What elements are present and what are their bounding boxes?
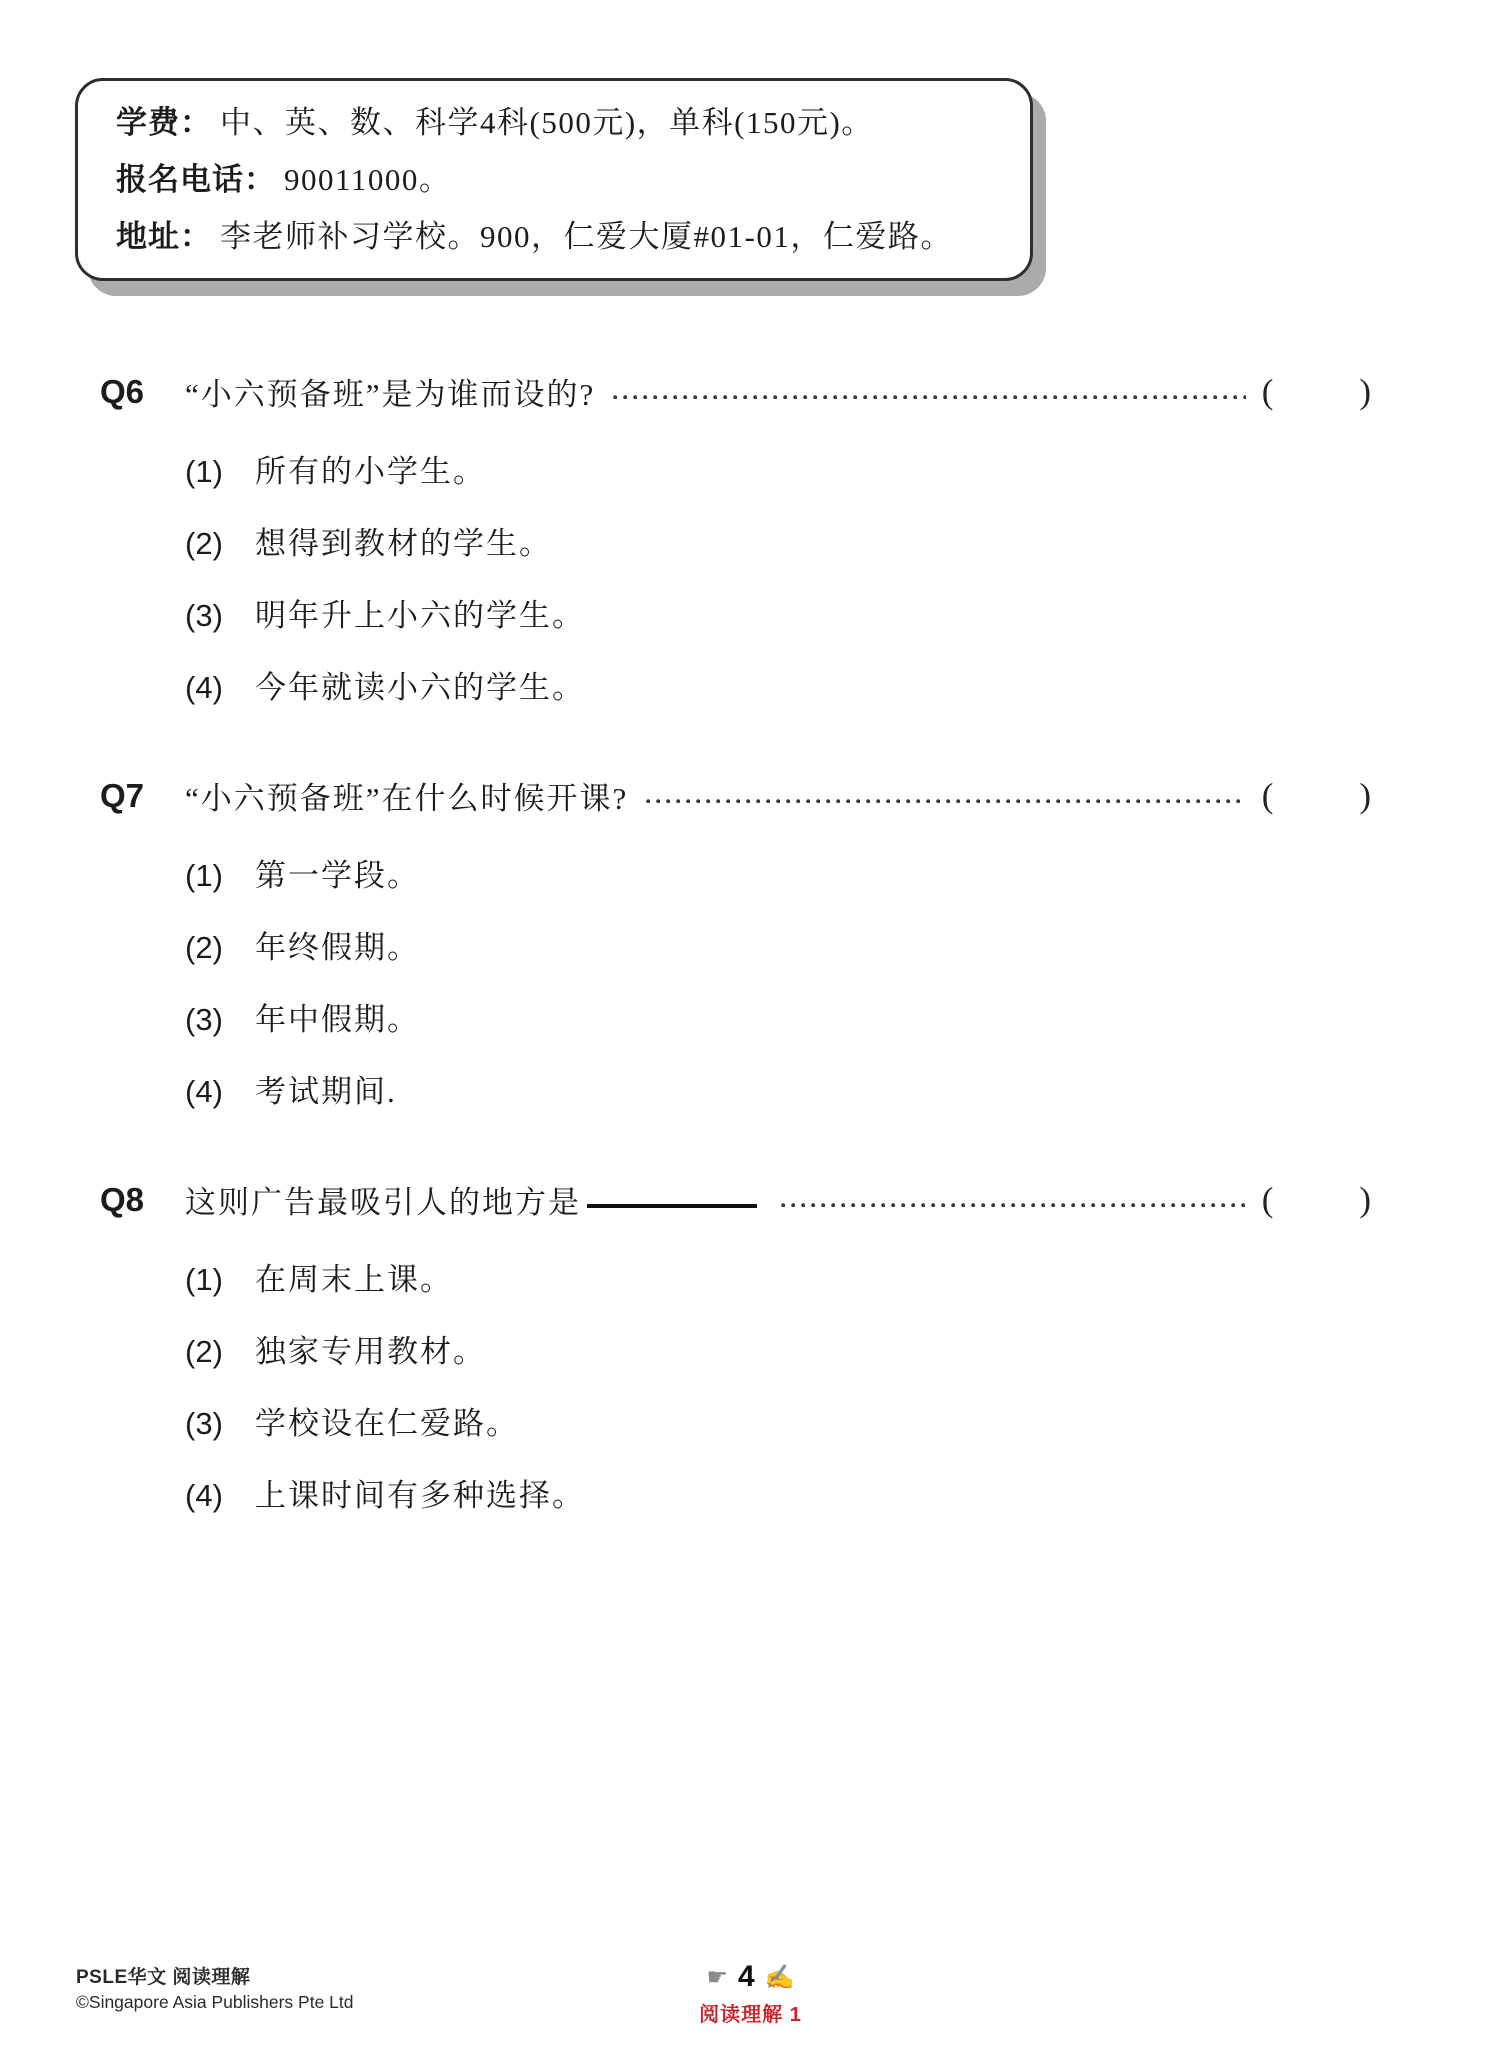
option-row xyxy=(185,922,1371,967)
option-text: 想得到教材的学生。 xyxy=(255,526,552,561)
answer-bracket-close: ) xyxy=(1359,371,1371,411)
question-number: Q7 xyxy=(100,776,145,814)
option-row xyxy=(185,1066,1371,1111)
answer-bracket-open: ( xyxy=(1261,775,1274,815)
question-number: Q8 xyxy=(100,1180,145,1218)
options-list xyxy=(185,446,1371,707)
option-row xyxy=(185,1254,1371,1299)
option-row xyxy=(185,1326,1371,1371)
info-row-address xyxy=(116,221,992,252)
answer-bracket-open: ( xyxy=(1261,1179,1274,1219)
option-number: (1) xyxy=(185,1262,223,1297)
question-header xyxy=(100,1177,1371,1222)
question-q7 xyxy=(100,773,1371,1111)
info-row-phone xyxy=(116,164,992,195)
option-number: (4) xyxy=(185,670,223,705)
answer-bracket-close: ) xyxy=(1359,1179,1371,1219)
info-text: 90011000。 xyxy=(284,162,452,197)
options-list xyxy=(185,850,1371,1111)
footer-section-label: 阅读理解 1 xyxy=(699,2004,802,2026)
info-label: 学费： xyxy=(116,105,212,140)
option-number: (4) xyxy=(185,1478,223,1513)
option-text: 所有的小学生。 xyxy=(255,454,486,489)
option-text: 学校设在仁爱路。 xyxy=(255,1406,519,1441)
question-text: 这则广告最吸引人的地方是 xyxy=(185,1185,581,1220)
option-number: (1) xyxy=(185,454,223,489)
option-text: 考试期间. xyxy=(255,1074,397,1109)
fill-in-blank-line xyxy=(587,1186,757,1208)
questions-section xyxy=(100,369,1371,1515)
info-text: 中、英、数、科学4科(500元)，单科(150元)。 xyxy=(220,105,874,140)
question-q6 xyxy=(100,369,1371,707)
option-number: (2) xyxy=(185,1334,223,1369)
option-row xyxy=(185,662,1371,707)
option-row xyxy=(185,1398,1371,1443)
option-row xyxy=(185,994,1371,1039)
option-number: (3) xyxy=(185,598,223,633)
footer-series-title: PSLE华文 阅读理解 xyxy=(76,1967,251,1988)
option-row xyxy=(185,590,1371,635)
option-number: (1) xyxy=(185,858,223,893)
question-text: “小六预备班”是为谁而设的? xyxy=(185,377,596,412)
page-number: 4 xyxy=(737,1960,755,1993)
option-row xyxy=(185,1470,1371,1515)
question-text: “小六预备班”在什么时候开课? xyxy=(185,781,629,816)
question-header xyxy=(100,369,1371,414)
option-number: (2) xyxy=(185,526,223,561)
option-row xyxy=(185,518,1371,563)
dotted-leader xyxy=(646,799,1245,804)
question-q8 xyxy=(100,1177,1371,1515)
option-row xyxy=(185,850,1371,895)
dotted-leader xyxy=(613,395,1245,400)
dotted-leader xyxy=(781,1203,1246,1208)
option-row xyxy=(185,446,1371,491)
footer-copyright: ©Singapore Asia Publishers Pte Ltd xyxy=(76,1992,354,2012)
hand-icon-right: ✍ xyxy=(764,1964,795,1991)
option-text: 独家专用教材。 xyxy=(255,1334,486,1369)
info-label: 报名电话： xyxy=(116,162,276,197)
advertisement-info-box xyxy=(75,78,1033,281)
option-number: (2) xyxy=(185,930,223,965)
hand-icon-left: ☛ xyxy=(706,1964,728,1991)
answer-bracket-open: ( xyxy=(1261,371,1274,411)
info-text: 李老师补习学校。900，仁爱大厦#01-01，仁爱路。 xyxy=(220,219,953,254)
option-text: 第一学段。 xyxy=(255,858,420,893)
question-header xyxy=(100,773,1371,818)
question-number: Q6 xyxy=(100,372,145,410)
info-label: 地址： xyxy=(116,219,212,254)
option-number: (3) xyxy=(185,1002,223,1037)
option-text: 在周末上课。 xyxy=(255,1262,453,1297)
footer-center xyxy=(0,1960,1501,2027)
page-number-row xyxy=(706,1960,794,1994)
option-text: 今年就读小六的学生。 xyxy=(255,670,585,705)
option-number: (4) xyxy=(185,1074,223,1109)
option-text: 上课时间有多种选择。 xyxy=(255,1478,585,1513)
option-text: 明年升上小六的学生。 xyxy=(255,598,585,633)
answer-bracket-close: ) xyxy=(1359,775,1371,815)
option-text: 年终假期。 xyxy=(255,930,420,965)
option-text: 年中假期。 xyxy=(255,1002,420,1037)
option-number: (3) xyxy=(185,1406,223,1441)
options-list xyxy=(185,1254,1371,1515)
info-row-fees xyxy=(116,107,992,138)
